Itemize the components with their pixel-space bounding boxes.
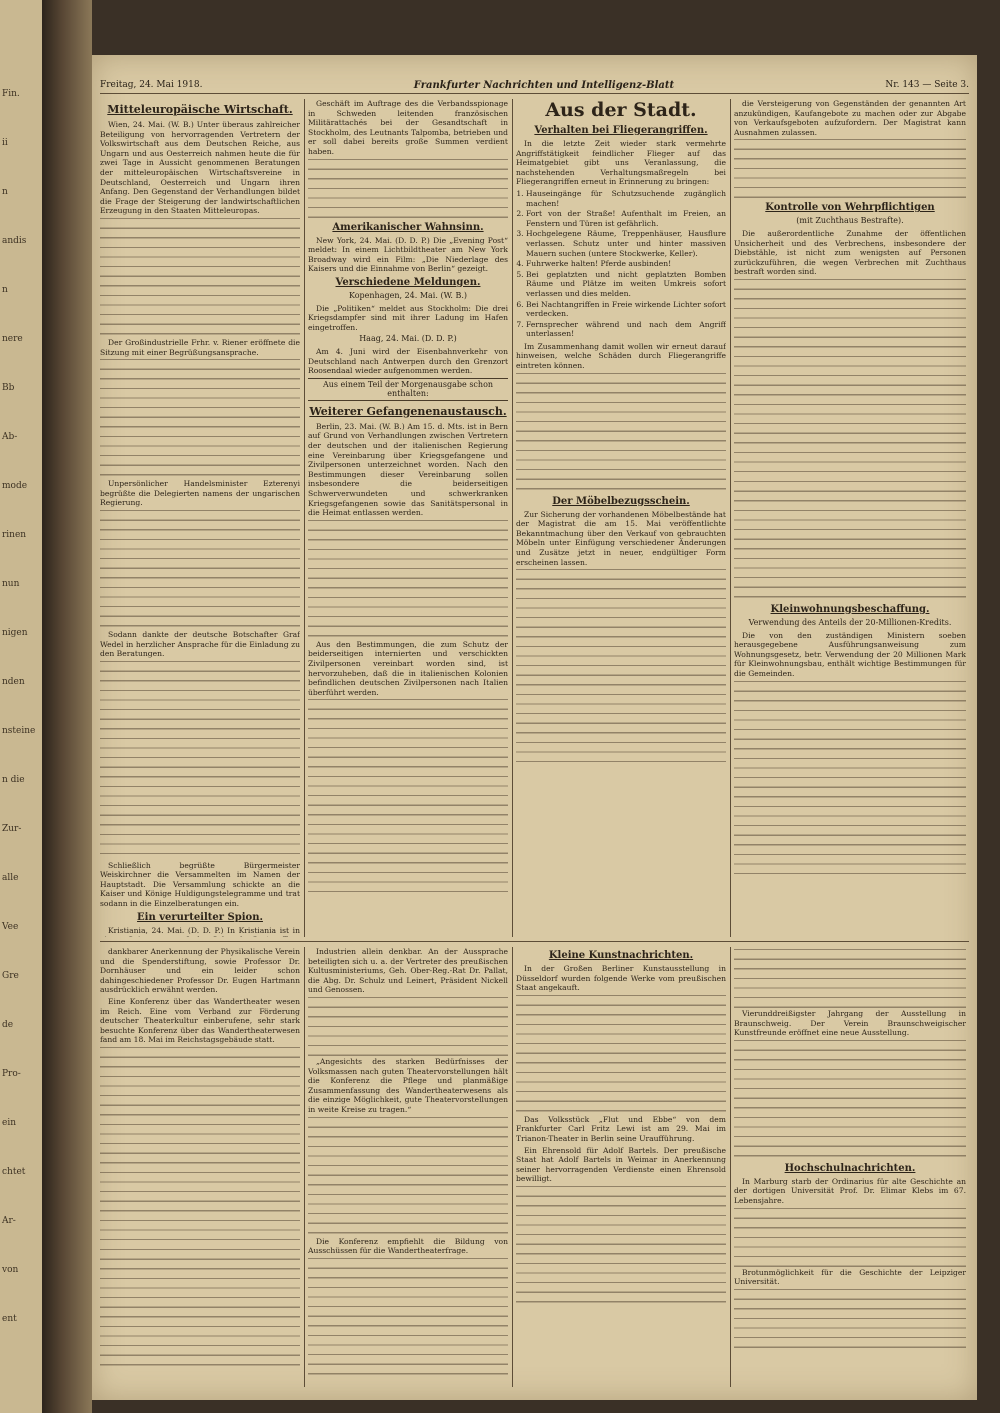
strip-fragment: de [2, 1020, 14, 1030]
heading-mitteleuropa: Mitteleuropäische Wirtschaft. [107, 103, 293, 116]
text-block [516, 1186, 726, 1306]
strip-fragment: Zur- [2, 824, 22, 834]
text-block [734, 1289, 966, 1349]
list-item: 6. Bei Nachtangriffen in Freie wirkende Lichter sofort verdecken. [526, 300, 726, 319]
strip-fragment: mode [2, 481, 28, 491]
text-block [734, 481, 966, 601]
article-text: Das Volksstück „Flut und Ebbe“ von dem Frankfurter Carl Fritz Lewi ist am 29. Mai im Trianon-Theater in Berlin seine Uraufführung. [516, 1114, 726, 1143]
article-text: Im Zusammenhang damit wollen wir erneut darauf hinweisen, welche Schäden durch Fliegerangriffe eintreten können. [516, 341, 726, 371]
text-block [308, 520, 508, 640]
article-text: dankbarer Anerkennung der Physikalische Verein und die Spenderstiftung, sowie Professor Dr. Dornhäuser und ein leider schon dahingeschiedener Professor Dr. Eugen Hartmann ausdrücklich erwähnt werden. [100, 947, 300, 995]
text-block [516, 373, 726, 493]
list-item: 2. Fort von der Straße! Aufenthalt im Freien, an Fenstern und Türen ist gefährlich. [526, 209, 726, 228]
list-item: 5. Bei geplatzten und nicht geplatzten Bomben Räume und Plätze im weiten Umkreis sofort verlassen und dies melden. [526, 270, 726, 299]
text-block [516, 569, 726, 769]
heading-hochschul: Hochschulnachrichten. [784, 1162, 916, 1174]
article-text: Ein Ehrensold für Adolf Bartels. Der preußische Staat hat Adolf Bartels in Weimar in Anerkennung seiner hervorragenden Verdienste einen Ehrensold bewilligt. [516, 1145, 726, 1184]
strip-fragment: nigen [2, 628, 28, 638]
adjacent-page-strip [0, 0, 44, 1413]
article-text: „Angesichts des starken Bedürfnisses der Volksmassen nach guten Theatervorstellungen hält die Konferenz die Pflege und planmäßige Zusammenfassung des Wandertheaterwesens als die einzige Möglichkeit, gute Theatervorstellungen in weite Kreise zu tragen.“ [308, 1056, 508, 1114]
article-text: Berlin, 23. Mai. (W. B.) Am 15. d. Mts. ist in Bern auf Grund von Verhandlungen zwischen Vertretern der deutschen und der italienischen Regierung eine Vereinbarung über Kriegsgefangene und Zivilpersonen unterzeichnet worden. Nach den Bestimmungen dieser Vereinbarung sollen insbesondere die beiderseitigen Schwerverwundeten und schwerkranken Kriegsgefangenen sowie das Sanitätspersonal in die Heimat entlassen werden. [308, 421, 508, 518]
edition-banner: Aus einem Teil der Morgenausgabe schon enthalten: [308, 378, 508, 401]
text-block [308, 997, 508, 1057]
list-item: 7. Fernsprecher während und nach dem Angriff unterlassen! [526, 320, 726, 339]
strip-fragment: rinen [2, 530, 27, 540]
article-text: Geschäft im Auftrage des die Verbandsspionage in Schweden leitenden französischen Militärattachés bei der Gesandtschaft in Stockholm, des Leutnants Talpomba, betrieben und er soll dabei bereits große Summen verdient haben. [308, 99, 508, 156]
strip-fragment: Vee [2, 922, 19, 932]
heading-moebel: Der Möbelbezugsschein. [552, 495, 690, 507]
strip-fragment: n [2, 285, 8, 295]
article-text: Industrien allein denkbar. An der Aussprache beteiligten sich u. a. der Vertreter des preußischen Kultusministeriums, Geh. Ober-Reg.-Rat Dr. Pallat, die Abg. Dr. Schulz und Leinert, Präsident Nickell und Genossen. [308, 947, 508, 995]
column-2 [308, 99, 508, 937]
strip-fragment: nun [2, 579, 20, 589]
heading-amerika: Amerikanischer Wahnsinn. [332, 221, 484, 233]
article-text: In der Großen Berliner Kunstausstellung in Düsseldorf wurden folgende Werke vom preußischen Staat angekauft. [516, 964, 726, 993]
article-text: Sodann dankte der deutsche Botschafter Graf Wedel in herzlicher Ansprache für die Einladung zu den Beratungen. [100, 629, 300, 659]
list-item: 4. Fuhrwerke halten! Pferde ausbinden! [526, 259, 726, 269]
strip-fragment: n [2, 187, 8, 197]
article-text: Eine Konferenz über das Wandertheater wesen im Reich. Eine vom Verband zur Förderung deutscher Theaterkultur einberufene, sehr stark besuchte Konferenz über das Wandertheaterwesen fand am 18. Mai im Reichstagsgebäude statt. [100, 996, 300, 1045]
article-text: New York, 24. Mai. (D. D. P.) Die „Evening Post“ meldet: In einem Lichtbildtheater am New York Broadway wird ein Film: „Die Niederlage des Kaisers und die Einnahme von Berlin“ gezeigt. [308, 235, 508, 274]
text-block [308, 1117, 508, 1237]
strip-fragment: von [2, 1265, 19, 1275]
text-block [734, 279, 966, 479]
article-text: Zur Sicherung der vorhandenen Möbelbestände hat der Magistrat die am 15. Mai veröffentlichte Bekanntmachung über den Verkauf von gebrauchten Möbeln unter Einfügung verschiedener Änderungen und Zusätze jetzt in neuer, endgültiger Form erscheinen lassen. [516, 509, 726, 567]
book-gutter [42, 0, 92, 1413]
heading-wehrpflichtige: Kontrolle von Wehrpflichtigen [765, 202, 935, 214]
lower-column-1 [100, 947, 300, 1387]
article-text: Brotunmöglichkeit für die Geschichte der Leipziger Universität. [734, 1267, 966, 1287]
list-item: 3. Hochgelegene Räume, Treppenhäuser, Hausflure verlassen. Schutz unter und hinter massiven Mauern suchen (untere Stockwerke, Keller). [526, 229, 726, 258]
strip-fragment: andis [2, 236, 27, 246]
heading-aus-der-stadt: Aus der Stadt. [545, 99, 697, 121]
column-1 [100, 99, 300, 937]
strip-fragment: chtet [2, 1167, 26, 1177]
article-text: Die Konferenz empfiehlt die Bildung von Ausschüssen für die Wandertheaterfrage. [308, 1236, 508, 1256]
strip-fragment: Bb [2, 383, 15, 393]
article-text: Die außerordentliche Zunahme der öffentlichen Unsicherheit und des Verbrechens, insbesondere der Diebstähle, ist nicht zum wenigsten auf Personen zurückzuführen, die wegen Verbrechen mit Zuchthaus bestraft worden sind. [734, 228, 966, 277]
strip-fragment: Pro- [2, 1069, 21, 1079]
lower-column-3 [516, 947, 726, 1387]
article-text: die Versteigerung von Gegenständen der genannten Art anzukündigen, Kaufangebote zu machen oder zur Abgabe von Verkaufsgeboten aufzufordern. Der Magistrat kann Ausnahmen zulassen. [734, 99, 966, 137]
article-text: Aus den Bestimmungen, die zum Schutz der beiderseitigen internierten und verschickten Zivilpersonen vereinbart worden sind, ist hervorzuheben, daß die in italienischen Kolonien befindlichen deutschen Zivilpersonen nach Italien überführt werden. [308, 639, 508, 697]
strip-fragment: nere [2, 334, 23, 344]
article-text: Schließlich begrüßte Bürgermeister Weiskirchner die Versammelten im Namen der Hauptstadt. Die Versammlung schickte an die Kaiser und Könige Huldigungstelegramme und trat sodann in die Einzelberatungen ein. [100, 860, 300, 909]
text-block [100, 661, 300, 861]
strip-fragment: Fin. [2, 89, 20, 99]
column-3 [516, 99, 726, 937]
text-block [734, 949, 966, 1009]
text-block [734, 1040, 966, 1160]
article-text: Kristiania, 24. Mai. (D. D. P.) In Kristiania ist in [108, 925, 300, 935]
strip-fragment: Ar- [2, 1216, 16, 1226]
strip-fragment: Ab- [2, 432, 18, 442]
strip-fragment: ii [2, 138, 8, 148]
running-head [100, 77, 969, 94]
strip-fragment: n die [2, 775, 25, 785]
column-4 [734, 99, 966, 937]
heading-spion: Ein verurteilter Spion. [137, 911, 263, 923]
article-text: Vierunddreißigster Jahrgang der Ausstellung in Braunschweig. Der Verein Braunschweigischer Kunstfreunde eröffnet eine neue Ausstellung. [734, 1009, 966, 1038]
running-head-date: Freitag, 24. Mai 1918. [100, 80, 203, 90]
text-block [308, 159, 508, 219]
article-text: In Marburg starb der Ordinarius für alte Geschichte an der dortigen Universität Prof. Dr. Elimar Klebs im 67. Lebensjahre. [734, 1176, 966, 1205]
lower-column-2 [308, 947, 508, 1387]
text-block [100, 359, 300, 479]
newspaper-page [92, 55, 977, 1400]
text-block [100, 218, 300, 338]
dateline: Haag, 24. Mai. (D. D. P.) [359, 334, 457, 344]
strip-fragment: nden [2, 677, 25, 687]
text-block [100, 1249, 300, 1369]
heading-meldungen: Verschiedene Meldungen. [335, 276, 481, 288]
running-head-page: Nr. 143 — Seite 3. [885, 80, 969, 90]
strip-fragment: nsteine [2, 726, 36, 736]
list-item: 1. Hauseingänge für Schutzsuchende zugänglich machen! [526, 189, 726, 208]
article-text: Wien, 24. Mai. (W. B.) Unter überaus zahlreicher Beteiligung von hervorragenden Vertretern der Volkswirtschaft aus dem Deutschen Reiche, aus Ungarn und aus Oesterreich nahmen heute die für zwei Tage in Aussicht genommenen Beratungen der mitteleuropäischen Wirtschaftsvereine in Deutschland, Oesterreich und Ungarn ihren Anfang. Den Gegenstand der Verhandlungen bildet die Frage der Steigerung der landwirtschaftlichen Erzeugung in den Staaten Mitteleuropas. [100, 120, 300, 216]
strip-fragment: Gre [2, 971, 19, 981]
article-text: Am 4. Juni wird der Eisenbahnverkehr von Deutschland nach Antwerpen durch den Grenzort Roosendaal wieder aufgenommen werden. [308, 346, 508, 376]
article-text: Der Großindustrielle Frhr. v. Riener eröffnete die Sitzung mit einer Begrüßungsansprache. [100, 337, 300, 357]
text-block [516, 995, 726, 1115]
strip-fragment: alle [2, 873, 19, 883]
text-block [308, 1258, 508, 1378]
text-block [734, 681, 966, 881]
text-block [100, 1047, 300, 1247]
text-block [308, 699, 508, 899]
heading-kunstnachrichten: Kleine Kunstnachrichten. [548, 950, 694, 961]
text-block [734, 1208, 966, 1268]
rules-list [516, 189, 726, 339]
article-text: Unpersönlicher Handelsminister Ezterenyi begrüßte die Delegierten namens der ungarischen Regierung. [100, 479, 300, 508]
running-head-title: Frankfurter Nachrichten und Intelligenz-Blatt [413, 79, 675, 91]
text-block [100, 510, 300, 630]
lower-column-4 [734, 947, 966, 1387]
heading-kleinwohnung: Kleinwohnungsbeschaffung. [770, 603, 930, 615]
dateline: Kopenhagen, 24. Mai. (W. B.) [348, 290, 468, 300]
subheading: Verwendung des Anteils der 20-Millionen-Kredits. [748, 617, 952, 627]
heading-fliegerangriffe: Verhalten bei Fliegerangriffen. [534, 125, 708, 136]
strip-fragment: ein [2, 1118, 17, 1128]
heading-gefangenenaustausch: Weiterer Gefangenenaustausch. [309, 404, 507, 418]
article-text: Die von den zuständigen Ministern soeben herausgegebene Ausführungsanweisung zum Wohnungsgesetz, betr. Verwendung der 20 Millionen Mark für Kleinwohnungsbau, enthält wichtige Bestimmungen für die Gemeinden. [734, 630, 966, 678]
subheading: (mit Zuchthaus Bestrafte). [796, 216, 904, 226]
text-block [734, 139, 966, 199]
article-text: Die „Politiken“ meldet aus Stockholm: Die drei Kriegsdampfer sind mit ihrer Ladung im Hafen eingetroffen. [308, 303, 508, 332]
strip-fragment: ent [2, 1314, 17, 1324]
article-text: In die letzte Zeit wieder stark vermehrte Angriffstätigkeit feindlicher Flieger auf das Heimatgebiet gibt uns Veranlassung, die nachstehenden Verhaltungsmaßregeln bei Fliegerangriffen erneut in Erinnerung zu bringen: [516, 139, 726, 187]
